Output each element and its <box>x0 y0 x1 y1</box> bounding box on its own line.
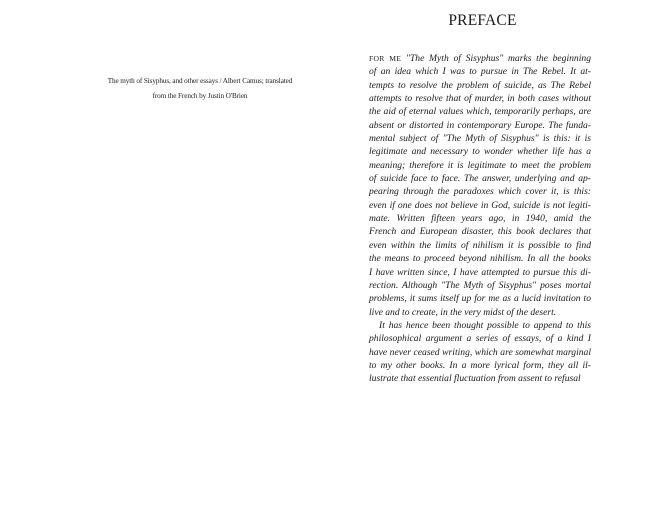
lead-in-small-caps: FOR ME <box>369 54 402 63</box>
text-line: attempts to resolve that of murder, in both cases without <box>369 93 591 105</box>
text-line: meaning; therefore it is legitimate to meet the problem <box>369 159 591 171</box>
text-line: philosophical argument a series of essays, of a kind I <box>369 333 591 345</box>
text-line: even within the limits of nihilism it is possible to find <box>369 239 591 251</box>
text-line: tempts to resolve the problem of suicide, as The Rebel <box>369 79 591 91</box>
text-line: of an idea which I was to pursue in The Rebel. It at- <box>369 66 591 78</box>
catalog-record <box>100 74 300 104</box>
text-line-content: "The Myth of Sisyphus" marks the beginning <box>401 53 591 64</box>
text-line: legitimate and necessary to wonder whether life has a <box>369 146 591 158</box>
text-line: I have written since, I have attempted to pursue this di- <box>369 266 591 278</box>
text-line: the means to proceed beyond nihilism. In all the books <box>369 253 591 265</box>
text-line: It has hence been thought possible to append to this <box>379 319 591 331</box>
text-line: mental subject of "The Myth of Sisyphus" is this: it is <box>369 133 591 145</box>
text-line: pearing through the paradoxes which cover it, is this: <box>369 186 591 198</box>
text-line: problems, it sums itself up for me as a lucid invitation to <box>369 293 591 305</box>
text-line: absent or distorted in contemporary Europe. The funda- <box>369 119 591 131</box>
text-line: to my other books. In a more lyrical form, they all il- <box>369 359 591 371</box>
text-line: live and to create, in the very midst of the desert. <box>369 306 557 318</box>
catalog-line-translator: from the French by Justin O'Brien <box>152 92 248 100</box>
preface-text <box>369 52 591 386</box>
text-line: mate. Written fifteen years ago, in 1940, amid the <box>369 213 591 225</box>
page-title: PREFACE <box>448 12 517 29</box>
text-line: have never ceased writing, which are somewhat marginal <box>369 346 591 358</box>
catalog-line-title: The myth of Sisyphus, and other essays / Albert Camus; translated <box>107 77 293 85</box>
text-line: rection. Although "The Myth of Sisyphus" poses mortal <box>369 279 591 291</box>
text-line: of suicide face to face. The answer, underlying and ap- <box>369 173 591 185</box>
text-line <box>369 52 591 65</box>
text-line: the aid of eternal values which, temporarily perhaps, are <box>369 106 591 118</box>
text-line: even if one does not believe in God, suicide is not legiti- <box>369 199 591 211</box>
right-page <box>330 0 660 510</box>
text-line: French and European disaster, this book declares that <box>369 226 591 238</box>
text-line: lustrate that essential fluctuation from assent to refusal <box>369 373 581 385</box>
